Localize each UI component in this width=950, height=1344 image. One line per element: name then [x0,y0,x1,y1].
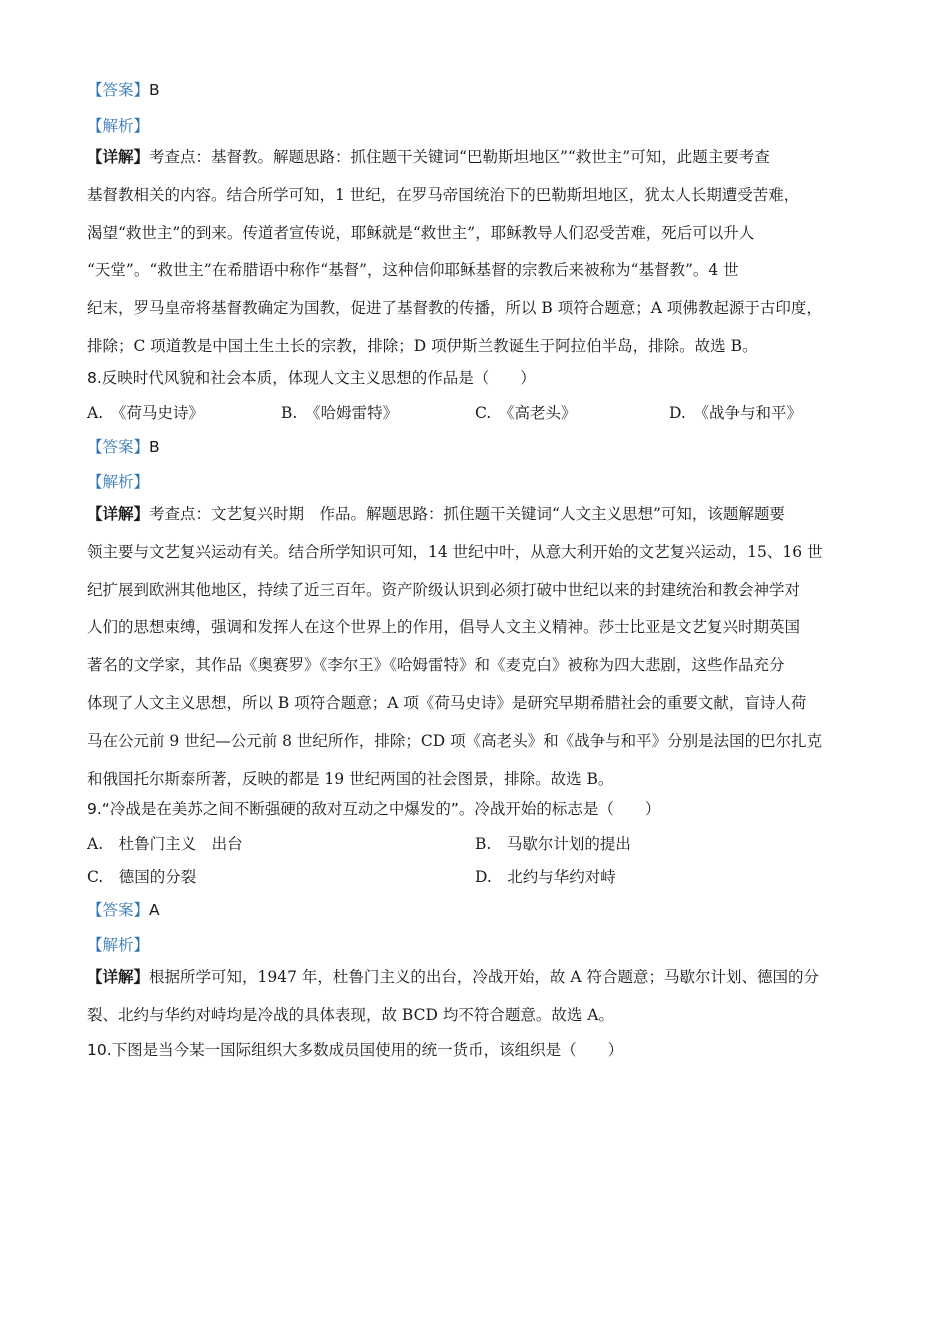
detail-label: 【详解】 [87,148,150,166]
analysis-9 [87,935,149,955]
detail-8 [87,496,877,798]
answer-value: B [149,438,160,456]
detail-text: 根据所学可知，1947 年，杜鲁门主义的出台，冷战开始，故 A 符合题意；马歇尔计划、德国的分 [149,968,819,986]
detail-line: 基督教相关的内容。结合所学可知，1 世纪，在罗马帝国统治下的巴勒斯坦地区，犹太人长期遭受苦难， [87,185,800,204]
answer-label: 【答案】 [87,901,150,919]
detail-line [87,959,877,997]
analysis-7 [87,116,149,136]
option-a: A. 杜鲁门主义 出台 [87,835,243,853]
detail-line: 纪扩展到欧洲其他地区，持续了近三百年。资产阶级认识到必须打破中世纪以来的封建统治和教会神学对 [87,580,801,599]
detail-line: 领主要与文艺复兴运动有关。结合所学知识可知，14 世纪中叶，从意大利开始的文艺复兴运动，15、16 世 [87,542,823,561]
answer-label: 【答案】 [87,438,150,456]
detail-line: 人们的思想束缚，强调和发挥人在这个世界上的作用，倡导人文主义精神。莎士比亚是文艺复兴时期英国 [87,618,801,637]
answer-7 [87,80,160,100]
detail-line: 和俄国托尔斯泰所著，反映的都是 19 世纪两国的社会图景，排除。故选 B。 [87,769,614,788]
detail-label: 【详解】 [87,968,150,986]
detail-label: 【详解】 [87,505,150,523]
option-c: C. 德国的分裂 [87,868,197,886]
detail-9 [87,959,877,1035]
detail-line: 体现了人文主义思想，所以 B 项符合题意；A 项《荷马史诗》是研究早期希腊社会的重要文献，盲诗人荷 [87,693,807,712]
analysis-8 [87,472,149,492]
detail-line: 排除；C 项道教是中国土生土长的宗教，排除；D 项伊斯兰教诞生于阿拉伯半岛，排除。故选 B。 [87,336,758,355]
question-9-stem: 9.“冷战是在美苏之间不断强硬的敌对互动之中爆发的”。冷战开始的标志是（ ） [87,800,661,818]
detail-line [87,139,877,177]
detail-line: 纪末，罗马皇帝将基督教确定为国教，促进了基督教的传播，所以 B 项符合题意；A 项佛教起源于古印度， [87,299,822,318]
answer-value: A [149,901,160,919]
analysis-label: 【解析】 [87,936,150,954]
detail-line: “天堂”。“救世主”在希腊语中称作“基督”，这种信仰耶稣基督的宗教后来被称为“基督教”。4 世 [87,261,739,280]
analysis-label: 【解析】 [87,473,150,491]
detail-text: 考查点：基督教。解题思路：抓住题干关键词“巴勒斯坦地区”“救世主”可知，此题主要考查 [149,148,770,166]
option-b: B. 马歇尔计划的提出 [475,835,631,853]
detail-line: 马在公元前 9 世纪—公元前 8 世纪所作，排除；CD 项《高老头》和《战争与和平》分别是法国的巴尔扎克 [87,731,823,750]
detail-line [87,496,877,534]
analysis-label: 【解析】 [87,117,150,135]
option-c: C. 《高老头》 [475,404,577,422]
option-d: D. 《战争与和平》 [669,404,803,422]
option-b: B. 《哈姆雷特》 [281,404,399,422]
answer-9 [87,900,160,920]
detail-line: 著名的文学家，其作品《奥赛罗》《李尔王》《哈姆雷特》和《麦克白》被称为四大悲剧，这些作品充分 [87,656,785,675]
question-10-stem: 10.下图是当今某一国际组织大多数成员国使用的统一货币，该组织是（ ） [87,1041,624,1059]
detail-text: 考查点：文艺复兴时期 作品。解题思路：抓住题干关键词“人文主义思想”可知，该题解题要 [149,505,785,523]
option-a: A. 《荷马史诗》 [87,404,204,422]
detail-line: 裂、北约与华约对峙均是冷战的具体表现，故 BCD 均不符合题意。故选 A。 [87,1005,614,1024]
option-d: D. 北约与华约对峙 [475,868,616,886]
answer-value: B [149,81,160,99]
detail-7 [87,139,877,366]
question-8-stem: 8.反映时代风貌和社会本质，体现人文主义思想的作品是（ ） [87,369,536,387]
detail-line: 渴望“救世主”的到来。传道者宣传说，耶稣就是“救世主”，耶稣教导人们忍受苦难，死后可以升人 [87,223,755,242]
answer-label: 【答案】 [87,81,150,99]
answer-8 [87,437,160,457]
